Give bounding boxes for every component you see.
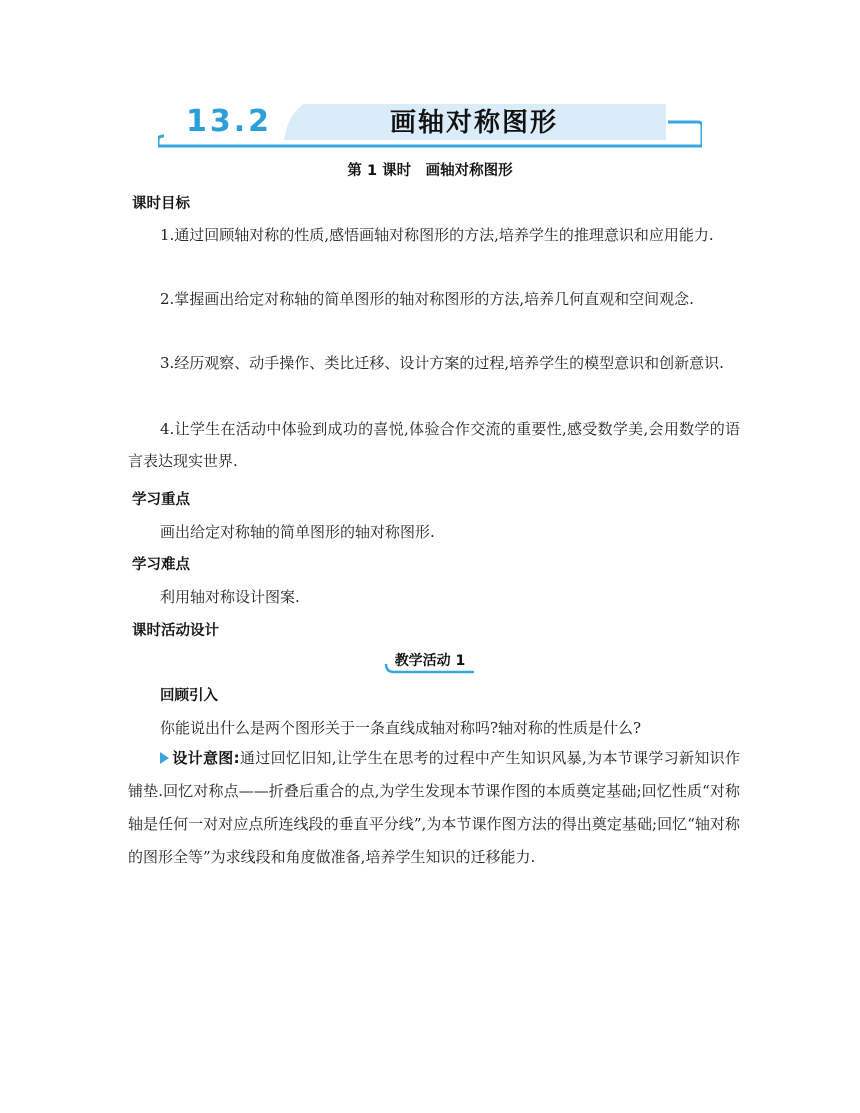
review-question: 你能说出什么是两个图形关于一条直线成轴对称吗?轴对称的性质是什么? <box>160 719 642 737</box>
goal-item-4: 4.让学生在活动中体验到成功的喜悦,体验合作交流的重要性,感受数学美,会用数学的语言表达现实世界. <box>128 420 740 470</box>
design-intent-label: 设计意图: <box>172 749 240 767</box>
section-title: 画轴对称图形 <box>390 108 559 138</box>
key-point-text: 画出给定对称轴的简单图形的轴对称图形. <box>160 523 435 541</box>
review-heading: 回顾引入 <box>160 688 218 704</box>
goal-item-1: 1.通过回顾轴对称的性质,感悟画轴对称图形的方法,培养学生的推理意识和应用能力. <box>160 226 714 244</box>
activity-label: 教学活动 1 <box>394 653 466 669</box>
difficulty-heading: 学习难点 <box>132 557 190 573</box>
activity-design-heading: 课时活动设计 <box>132 623 219 639</box>
design-intent-text: 通过回忆旧知,让学生在思考的过程中产生知识风暴,为本节课学习新知识作铺垫.回忆对称点——折叠后重合的点,为学生发现本节课作图的本质奠定基础;回忆性质“对称轴是任何一对对应点所连线段的垂直平分线”,为本节课作图方法的得出奠定基础;回忆“轴对称的图形全等”为求线段和角度做准备,培养学生知识的迁移能力. <box>128 749 741 866</box>
goals-heading: 课时目标 <box>132 196 190 212</box>
section-number: 13.2 <box>186 104 273 139</box>
lesson-title: 第 1 课时 画轴对称图形 <box>347 163 513 179</box>
triangle-right-icon <box>160 752 169 764</box>
goal-item-2: 2.掌握画出给定对称轴的简单图形的轴对称图形的方法,培养几何直观和空间观念. <box>160 290 694 308</box>
activity-tag <box>384 648 476 674</box>
design-intent-paragraph <box>128 742 740 874</box>
key-point-heading: 学习重点 <box>132 492 190 508</box>
difficulty-text: 利用轴对称设计图案. <box>160 588 300 606</box>
goal-item-3: 3.经历观察、动手操作、类比迁移、设计方案的过程,培养学生的模型意识和创新意识. <box>160 354 724 372</box>
